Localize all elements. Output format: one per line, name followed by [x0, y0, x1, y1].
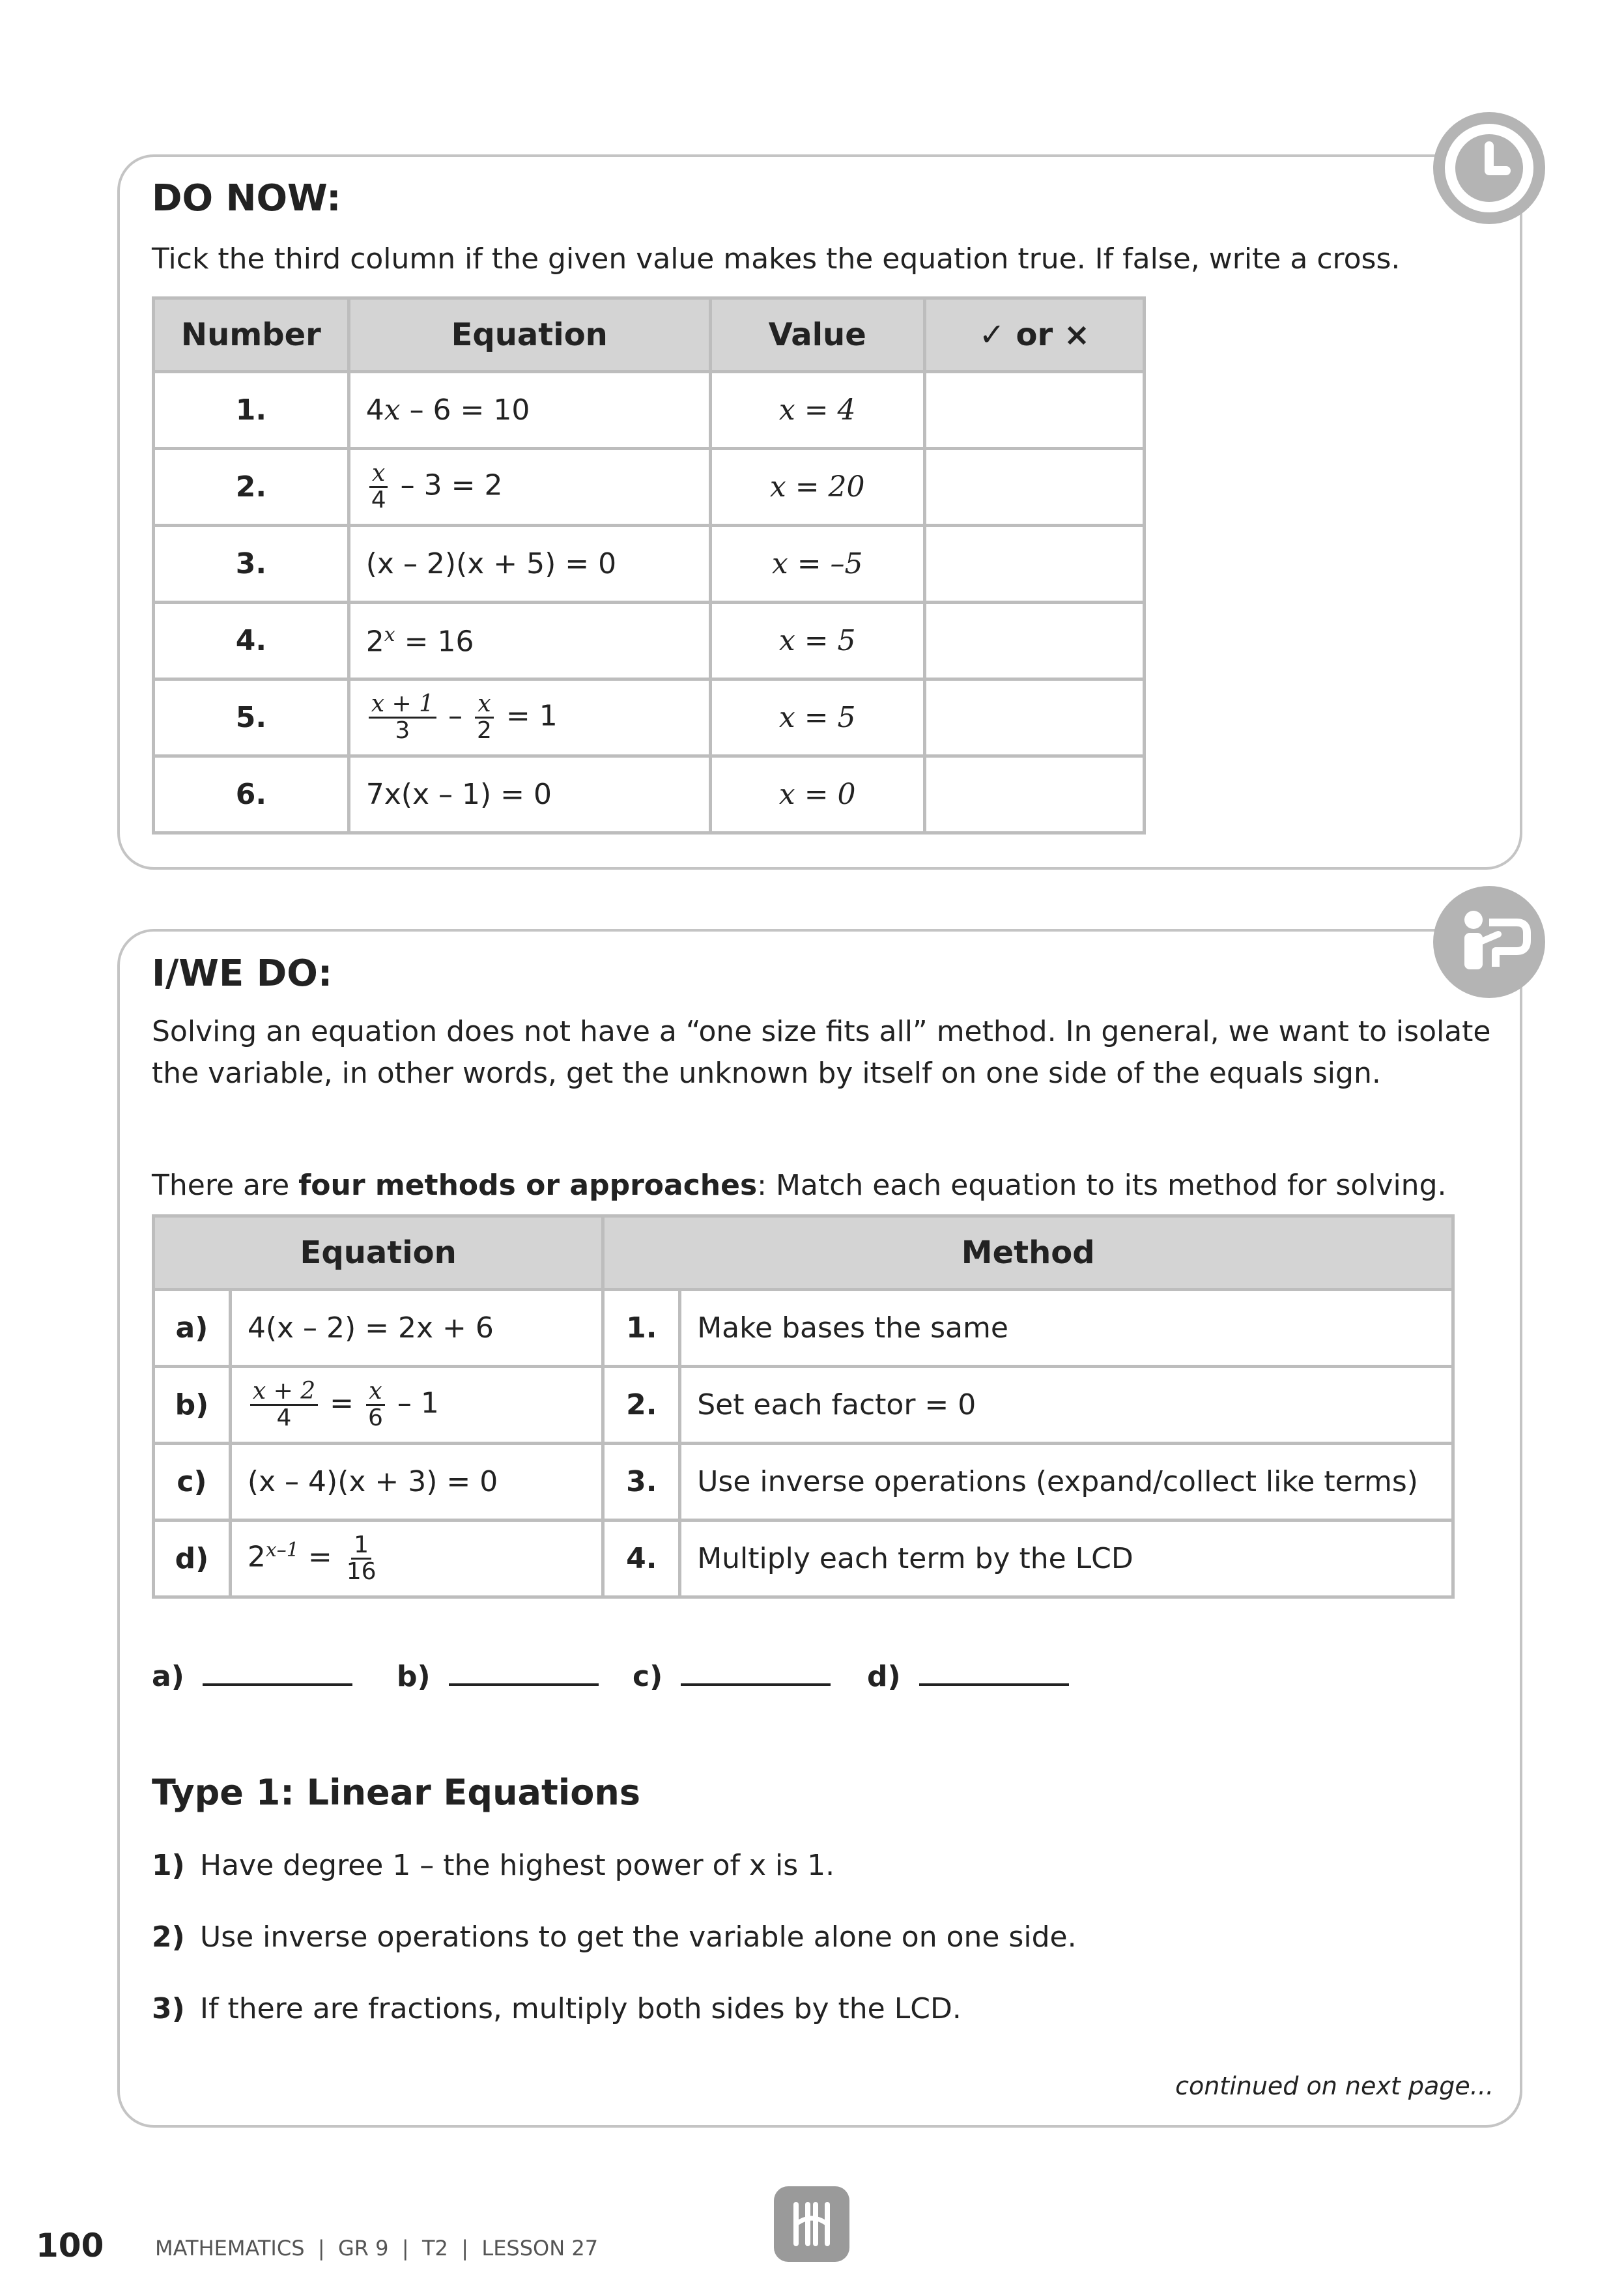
table-row — [154, 603, 1145, 679]
answer-c-blank[interactable] — [681, 1655, 831, 1686]
type1-heading: Type 1: Linear Equations — [152, 1772, 640, 1813]
equation-label: b) — [154, 1367, 231, 1444]
row-number: 5. — [154, 679, 349, 756]
answer-cell[interactable] — [924, 449, 1144, 526]
equation-cell: (x – 2)(x + 5) = 0 — [349, 526, 710, 603]
method-cell: Use inverse operations (expand/collect like terms) — [680, 1444, 1453, 1520]
row-number: 4. — [154, 603, 349, 679]
table-row — [154, 1444, 1453, 1520]
answer-cell[interactable] — [924, 526, 1144, 603]
table-row — [154, 1367, 1453, 1444]
value-cell: x = 5 — [710, 679, 924, 756]
value-cell: x = 0 — [710, 756, 924, 833]
column-header-value: Value — [710, 298, 924, 372]
equation-label: a) — [154, 1290, 231, 1367]
do-now-table — [152, 296, 1146, 835]
value-cell: x = 5 — [710, 603, 924, 679]
column-header-equation: Equation — [349, 298, 710, 372]
iwe-do-intro: Solving an equation does not have a “one size fits all” method. In general, we want to isolate the variable, in other words, get the unknown by itself on one side of the equals sign. — [152, 1015, 1491, 1090]
equation-cell: $\frac{x + 2}{4}$ = $\frac{x}{6}$ – 1 — [230, 1367, 603, 1444]
page-number: 100 — [36, 2227, 104, 2264]
method-cell: Multiply each term by the LCD — [680, 1520, 1453, 1597]
list-item: 2) Use inverse operations to get the variable alone on one side. — [152, 1920, 1077, 1954]
table-row — [154, 756, 1145, 833]
continued-note: continued on next page... — [1175, 2072, 1494, 2100]
equation-cell: 4x – 6 = 10 — [349, 372, 710, 449]
answer-cell[interactable] — [924, 603, 1144, 679]
equation-label: d) — [154, 1520, 231, 1597]
column-header-equation: Equation — [154, 1216, 603, 1290]
method-matching-table — [152, 1214, 1455, 1599]
equation-cell: $2^x = 16$ — [349, 603, 710, 679]
method-number: 2. — [603, 1367, 680, 1444]
table-row — [154, 526, 1145, 603]
row-number: 3. — [154, 526, 349, 603]
answer-cell[interactable] — [924, 372, 1144, 449]
method-number: 3. — [603, 1444, 680, 1520]
table-header-row — [154, 298, 1145, 372]
method-cell: Make bases the same — [680, 1290, 1453, 1367]
equation-cell: $2^{x-1}$ = $\frac{1}{16}$ — [230, 1520, 603, 1597]
do-now-instruction: Tick the third column if the given value makes the equation true. If false, write a cross. — [152, 242, 1401, 276]
method-number: 4. — [603, 1520, 680, 1597]
equation-cell: 7x(x – 1) = 0 — [349, 756, 710, 833]
row-number: 2. — [154, 449, 349, 526]
do-now-title: DO NOW: — [152, 177, 341, 220]
equation-label: c) — [154, 1444, 231, 1520]
publisher-logo-icon — [774, 2186, 849, 2262]
value-cell: x = 20 — [710, 449, 924, 526]
answer-d: d) — [867, 1655, 1069, 1693]
answer-a: a) — [152, 1655, 352, 1693]
clock-icon — [1433, 112, 1545, 224]
method-number: 1. — [603, 1290, 680, 1367]
answer-d-blank[interactable] — [919, 1655, 1069, 1686]
column-header-number: Number — [154, 298, 349, 372]
column-header-tick-or-cross: ✓ or × — [924, 298, 1144, 372]
row-number: 1. — [154, 372, 349, 449]
methods-instruction: There are four methods or approaches: Match each equation to its method for solving. — [152, 1169, 1447, 1202]
answer-cell[interactable] — [924, 679, 1144, 756]
answer-b: b) — [397, 1655, 599, 1693]
value-cell: x = 4 — [710, 372, 924, 449]
equation-cell: (x – 4)(x + 3) = 0 — [230, 1444, 603, 1520]
list-item: 3) If there are fractions, multiply both sides by the LCD. — [152, 1992, 962, 2025]
equation-cell: $\frac{x}{4}$ – 3 = 2 — [349, 449, 710, 526]
table-row — [154, 1520, 1453, 1597]
method-cell: Set each factor = 0 — [680, 1367, 1453, 1444]
equation-cell: 4(x – 2) = 2x + 6 — [230, 1290, 603, 1367]
column-header-method: Method — [603, 1216, 1453, 1290]
footer-course-info: MATHEMATICS | GR 9 | T2 | LESSON 27 — [155, 2236, 599, 2261]
answer-cell[interactable] — [924, 756, 1144, 833]
answer-b-blank[interactable] — [449, 1655, 599, 1686]
presenter-icon — [1433, 886, 1545, 998]
table-row — [154, 679, 1145, 756]
list-item: 1) Have degree 1 – the highest power of x is 1. — [152, 1849, 835, 1882]
table-row — [154, 449, 1145, 526]
iwe-do-title: I/WE DO: — [152, 952, 333, 995]
equation-cell: $\frac{x + 1}{3}$ – $\frac{x}{2}$ = 1 — [349, 679, 710, 756]
table-row — [154, 372, 1145, 449]
answer-c: c) — [633, 1655, 831, 1693]
table-row — [154, 1290, 1453, 1367]
answer-a-blank[interactable] — [203, 1655, 352, 1686]
table-header-row — [154, 1216, 1453, 1290]
value-cell: x = –5 — [710, 526, 924, 603]
row-number: 6. — [154, 756, 349, 833]
